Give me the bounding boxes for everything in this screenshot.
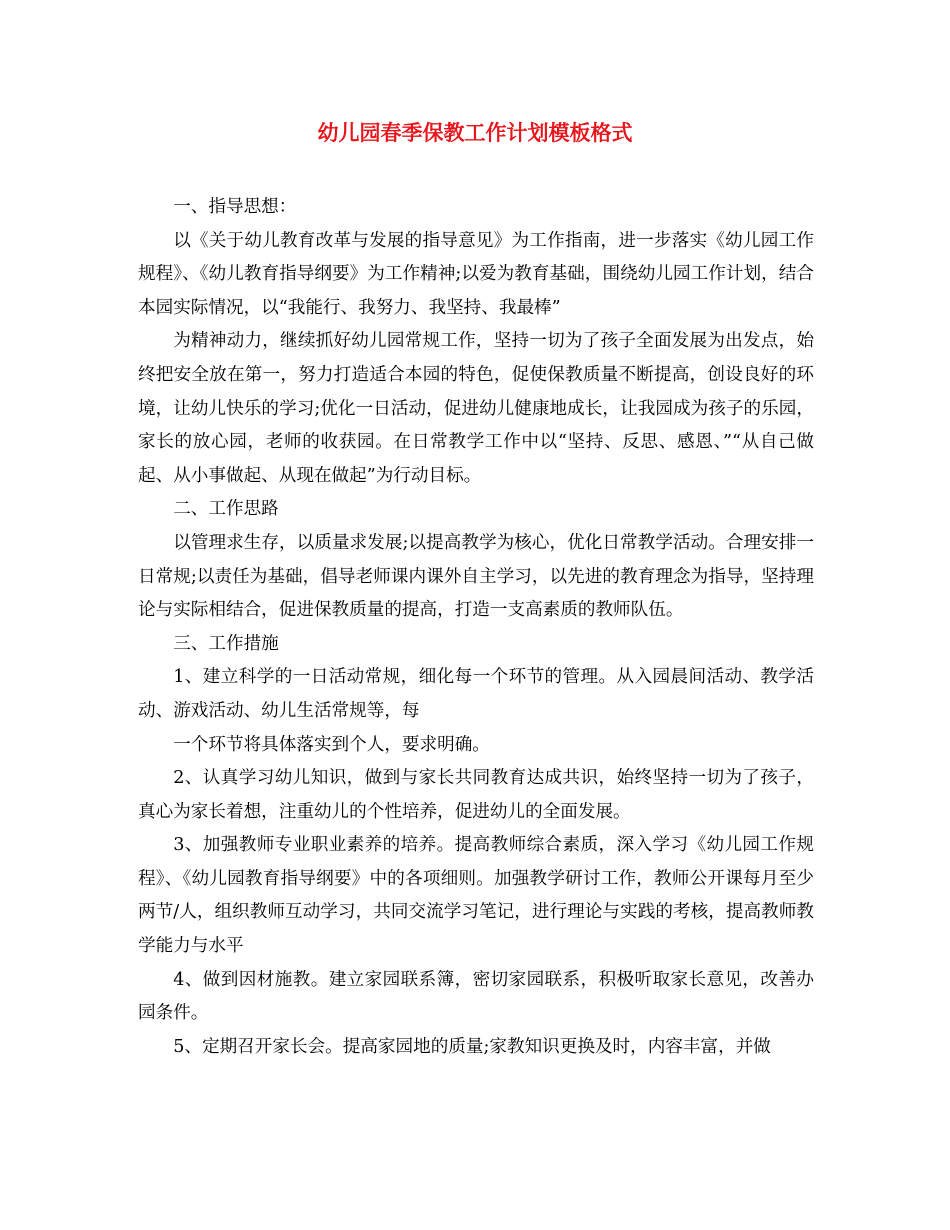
paragraph: 一个环节将具体落实到个人，要求明确。 [173, 734, 490, 755]
heading-work-approach: 二、工作思路 [173, 499, 279, 520]
list-item: 2、认真学习幼儿知识，做到与家长共同教育达成共识，始终坚持一切为了孩子，真心为家长着想，注重幼儿的个性培养，促进幼儿的全面发展。 [138, 768, 814, 822]
list-item: 1、建立科学的一日活动常规，细化每一个环节的管理。从入园晨间活动、教学活动、游戏活动、幼儿生活常规等，每 [138, 667, 814, 721]
document-title: 幼儿园春季保教工作计划模板格式 [317, 121, 633, 145]
list-item: 5、定期召开家长会。提高家园地的质量;家教知识更换及时，内容丰富，并做 [173, 1036, 771, 1057]
paragraph: 以管理求生存，以质量求发展;以提高教学为核心，优化日常教学活动。合理安排一日常规;以责任为基础，倡导老师课内课外自主学习，以先进的教育理念为指导，坚持理论与实际相结合，促进保教质量的提高，打造一支高素质的教师队伍。 [138, 532, 814, 621]
document-body [138, 191, 814, 1064]
heading-guiding-ideology: 一、指导思想： [173, 197, 297, 217]
list-item: 3、加强教师专业职业素养的培养。提高教师综合素质，深入学习《幼儿园工作规程》、《幼儿园教育指导纲要》中的各项细则。加强教学研讨工作，教师公开课每月至少两节/人，组织教师互动学习，共同交流学习笔记，进行理论与实践的考核，提高教师教学能力与水平 [138, 835, 814, 957]
heading-work-measures: 三、工作措施 [173, 633, 279, 654]
paragraph: 为精神动力，继续抓好幼儿园常规工作，坚持一切为了孩子全面发展为出发点，始终把安全放在第一，努力打造适合本园的特色，促使保教质量不断提高，创设良好的环境，让幼儿快乐的学习;优化一日活动，促进幼儿健康地成长，让我园成为孩子的乐园，家长的放心园，老师的收获园。在日常教学工作中以“坚持、反思、感恩、”“从自己做起、从小事做起、从现在做起”为行动目标。 [138, 331, 814, 486]
paragraph: 以《关于幼儿教育改革与发展的指导意见》为工作指南，进一步落实《幼儿园工作规程》、《幼儿教育指导纲要》为工作精神;以爱为教育基础，围绕幼儿园工作计划，结合本园实际情况，以“我能行、我努力、我坚持、我最棒” [138, 230, 814, 318]
list-item: 4、做到因材施教。建立家园联系簿，密切家园联系，积极听取家长意见，改善办园条件。 [138, 969, 814, 1024]
